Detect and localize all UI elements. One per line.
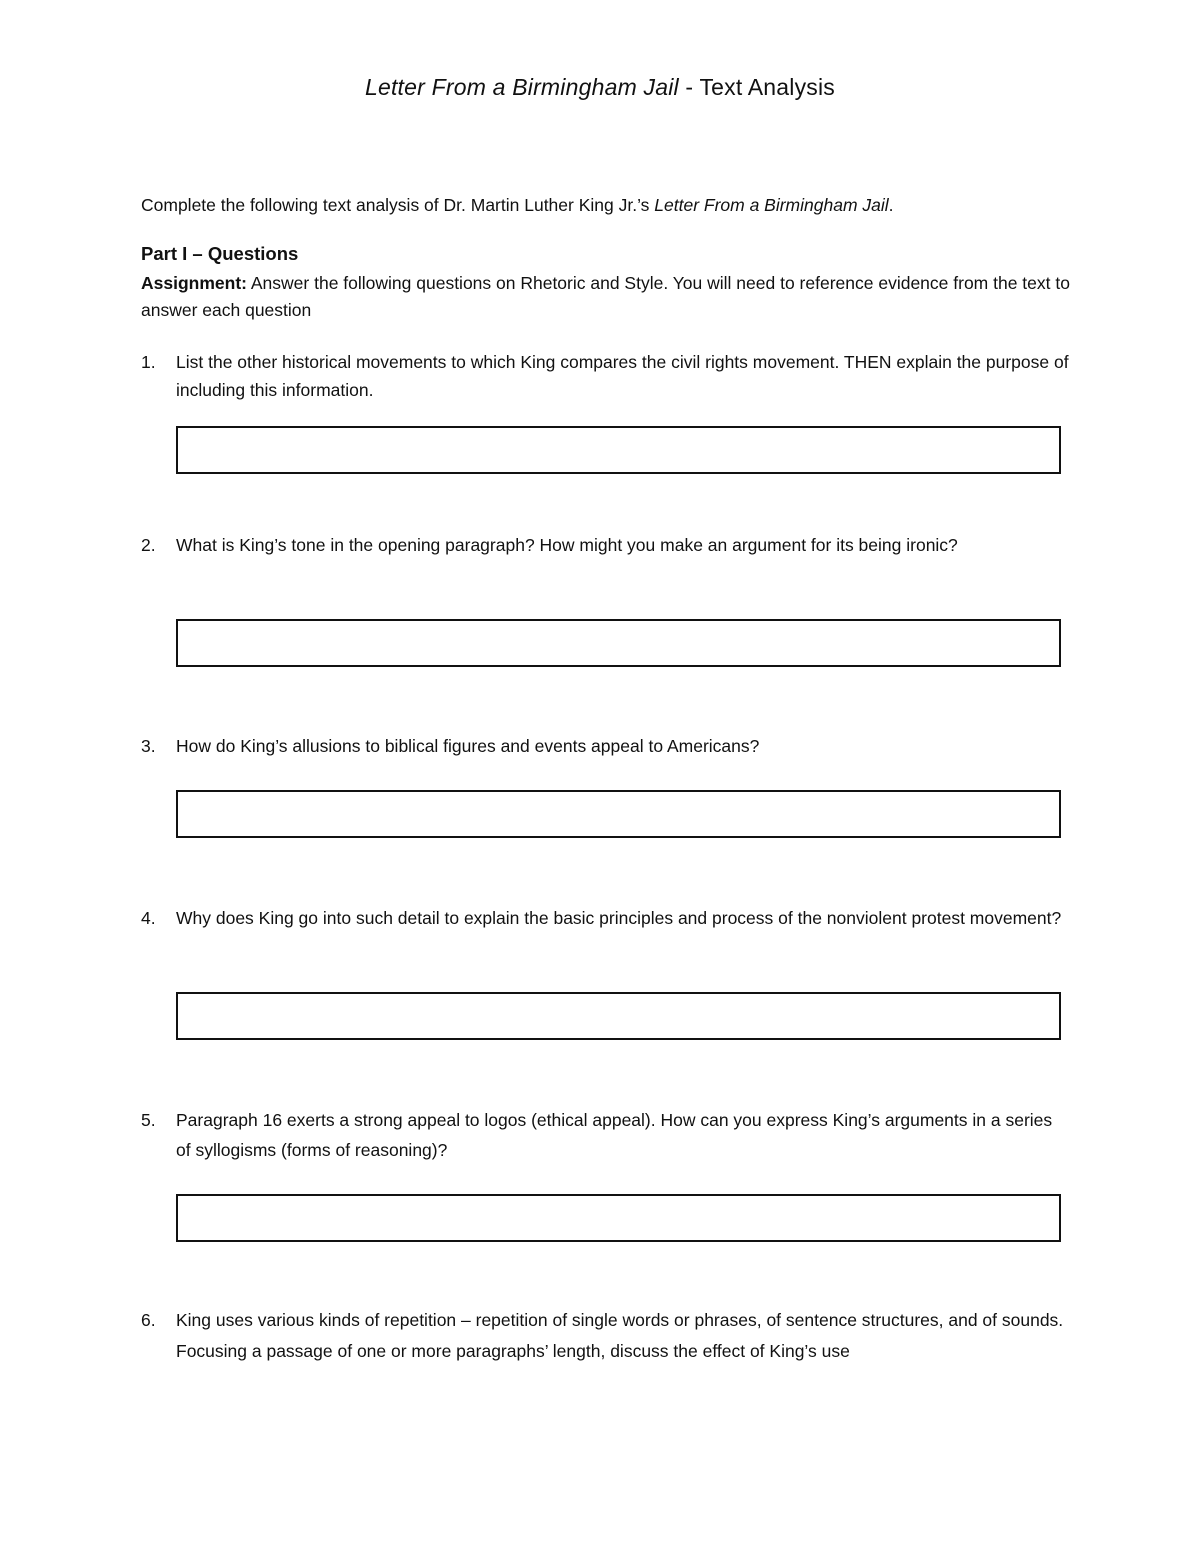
part-heading: Part I – Questions	[141, 243, 299, 264]
answer-box-5[interactable]	[176, 1194, 1061, 1242]
intro-italic: Letter From a Birmingham Jail	[654, 195, 889, 215]
title-rest: - Text Analysis	[678, 74, 835, 100]
assignment-paragraph	[141, 270, 1071, 324]
question-text: King uses various kinds of repetition – repetition of single words or phrases, of sentence structures, and of sounds. Focusing a passage of one or more paragraphs’ length, discuss the effect of King’s use	[176, 1310, 1064, 1361]
question-1	[141, 348, 1071, 404]
intro-end: .	[888, 195, 894, 215]
page-title	[0, 74, 1200, 101]
question-text: What is King’s tone in the opening paragraph? How might you make an argument for its being ironic?	[176, 535, 958, 555]
question-number: 2.	[141, 535, 156, 555]
question-number: 6.	[141, 1310, 156, 1330]
question-number: 3.	[141, 736, 156, 756]
intro-text: Complete the following text analysis of Dr. Martin Luther King Jr.’s	[141, 195, 655, 215]
answer-box-4[interactable]	[176, 992, 1061, 1040]
question-3	[141, 732, 1071, 760]
intro-paragraph	[141, 195, 894, 216]
assignment-label: Assignment:	[141, 273, 247, 293]
question-number: 1.	[141, 352, 156, 372]
assignment-text: Answer the following questions on Rhetoric and Style. You will need to reference evidence from the text to answer each question	[141, 273, 1070, 320]
answer-box-1[interactable]	[176, 426, 1061, 474]
answer-box-2[interactable]	[176, 619, 1061, 667]
question-text: List the other historical movements to which King compares the civil rights movement. THEN explain the purpose of including this information.	[176, 352, 1069, 400]
question-text: Paragraph 16 exerts a strong appeal to logos (ethical appeal). How can you express King’s arguments in a series of syllogisms (forms of reasoning)?	[176, 1110, 1053, 1160]
answer-box-3[interactable]	[176, 790, 1061, 838]
question-6	[141, 1305, 1071, 1367]
question-4	[141, 903, 1071, 933]
question-number: 5.	[141, 1110, 156, 1130]
title-italic: Letter From a Birmingham Jail	[364, 74, 679, 100]
question-text: How do King’s allusions to biblical figures and events appeal to Americans?	[176, 736, 760, 756]
question-number: 4.	[141, 908, 156, 928]
question-text: Why does King go into such detail to explain the basic principles and process of the nonviolent protest movement?	[176, 908, 1062, 928]
question-5	[141, 1105, 1071, 1165]
question-2	[141, 530, 1071, 561]
